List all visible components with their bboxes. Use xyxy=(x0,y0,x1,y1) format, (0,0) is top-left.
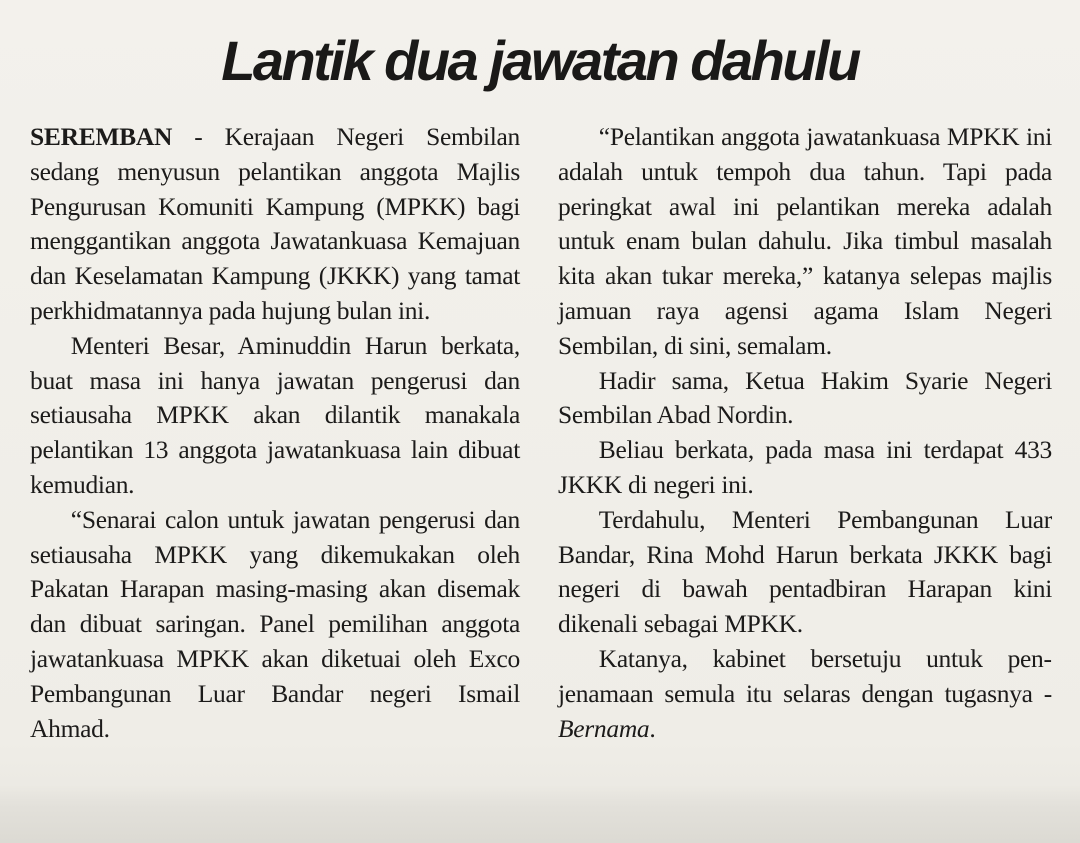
article-paragraph-text: - Kerajaan Negeri Sembilan sedang menyusun pelantikan anggota Majlis Pengurusan Komuniti Kampung (MPKK) bagi menggantikan anggota Jawatankuasa Kemajuan dan Keselamatan Kampung (JKKK) yang tamat perkhidmatannya pada hujung bulan ini. xyxy=(30,122,520,325)
article-column-left xyxy=(30,120,520,746)
page-bottom-edge xyxy=(0,785,1080,843)
article-paragraph: “Senarai calon untuk jawatan pengerusi dan setiausaha MPKK yang dikemukakan oleh Pakatan Harapan masing-masing akan disemak dan dibuat saringan. Panel pemilihan anggota jawatankuasa MPKK akan diketuai oleh Exco Pembangunan Luar Bandar negeri Ismail Ahmad. xyxy=(30,504,520,743)
article-paragraph: Hadir sama, Ketua Hakim Syarie Negeri Sembilan Abad Nordin. xyxy=(558,365,1052,430)
article-paragraph: Menteri Besar, Aminuddin Harun berkata, buat masa ini hanya jawatan pengerusi dan setiausaha MPKK akan dilantik manakala pelantikan 13 anggota jawatankuasa lain dibuat kemudian. xyxy=(30,330,520,499)
article-dateline: SEREMBAN xyxy=(30,122,173,151)
article-column-right xyxy=(558,120,1052,746)
article-headline: Lantik dua jawatan dahulu xyxy=(221,29,859,92)
article-credit: Bernama xyxy=(558,713,650,743)
article-paragraph: Terdahulu, Menteri Pembangunan Luar Bandar, Rina Mohd Harun berkata JKKK bagi negeri di bawah pentadbiran Harapan kini dikenali sebagai MPKK. xyxy=(558,504,1052,639)
article-paragraph xyxy=(30,120,520,329)
article-paragraph: “Pelantikan anggota jawatankuasa MPKK ini adalah untuk tempoh dua tahun. Tapi pada peringkat awal ini pelantikan mereka adalah untuk enam bulan dahulu. Jika timbul masalah kita akan tukar mereka,” katanya selepas majlis jamuan raya agensi agama Islam Negeri Sembilan, di sini, semalam. xyxy=(558,122,1052,360)
article-paragraph xyxy=(558,642,1052,746)
article-credit-period: . xyxy=(649,713,656,743)
article-paragraph-text: Katanya, kabinet bersetuju untuk penjenamaan semula itu selaras dengan tugasnya - xyxy=(558,643,1052,708)
article-paragraph: Beliau berkata, pada masa ini terdapat 433 JKKK di negeri ini. xyxy=(558,435,1052,499)
